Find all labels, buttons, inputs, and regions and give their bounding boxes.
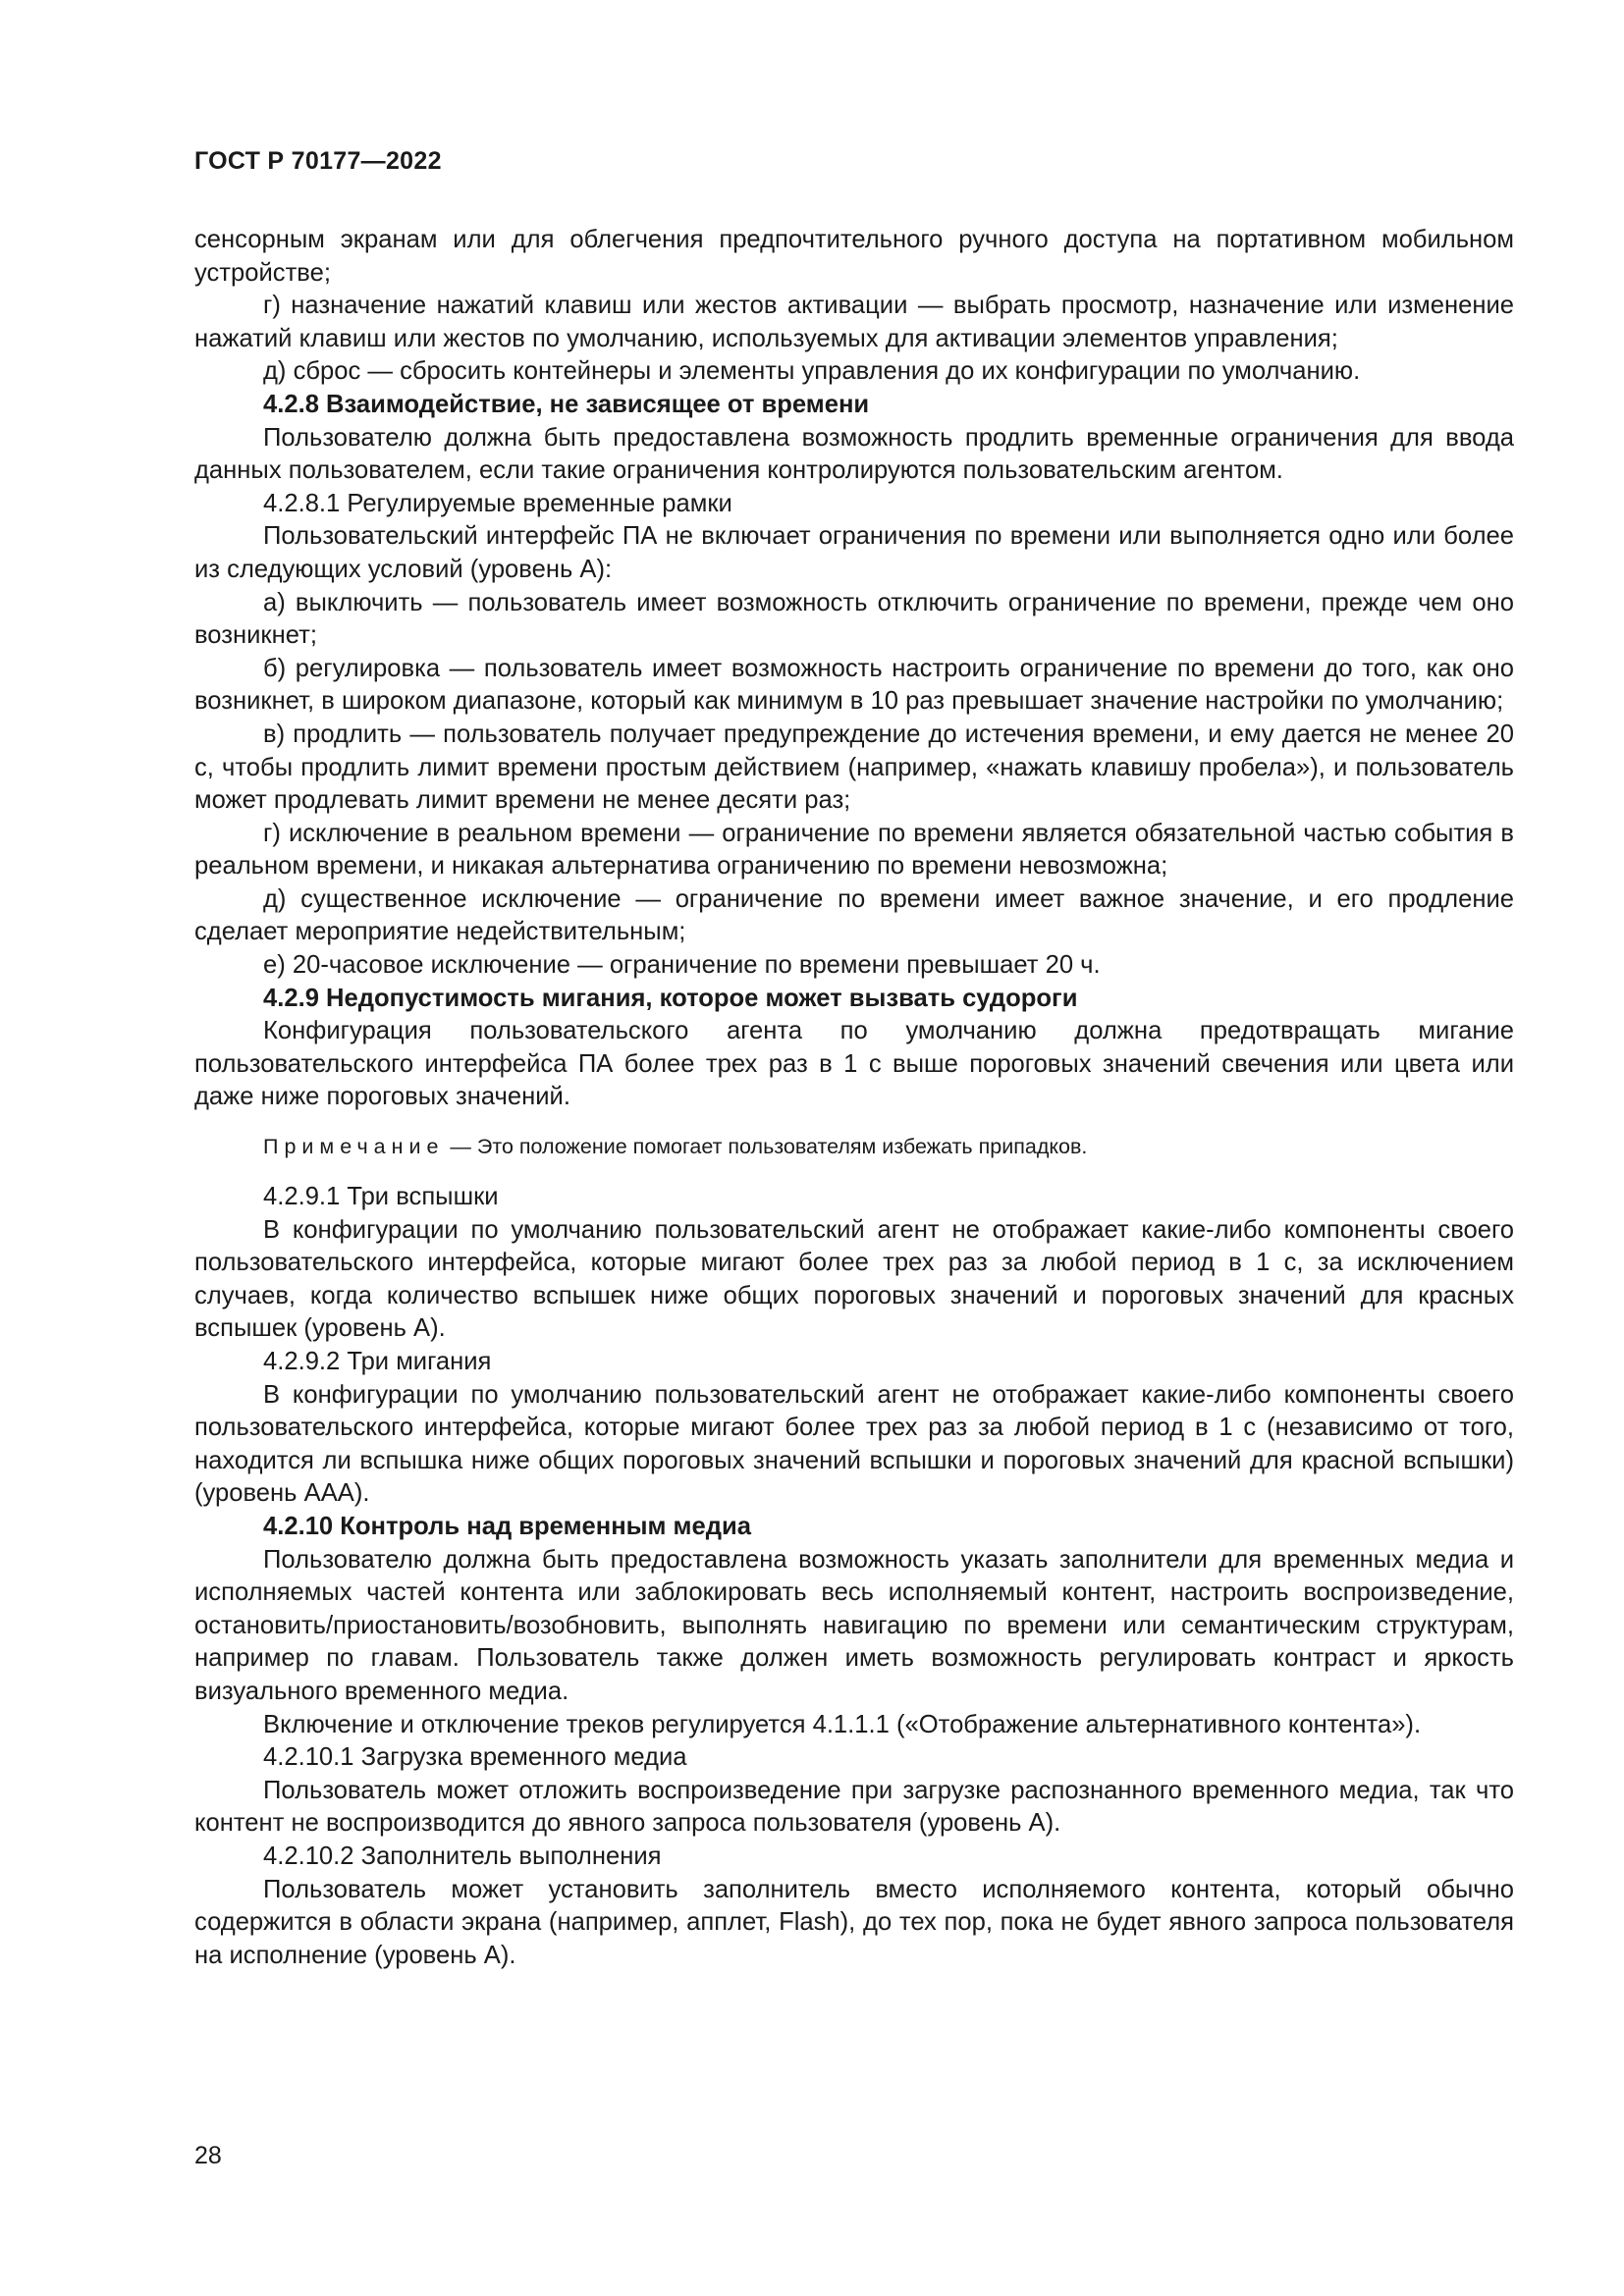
list-item: д) существенное исключение — ограничение по времени имеет важное значение, и его продление сделает мероприятие недействительным; xyxy=(194,884,1514,946)
paragraph: Пользователь может отложить воспроизведение при загрузке распознанного временного медиа, так что контент не воспроизводится до явного запроса пользователя (уровень А). xyxy=(194,1776,1514,1838)
paragraph: Пользователь может установить заполнитель вместо исполняемого контента, который обычно содержится в области экрана (например, апплет, Flash), до тех пор, пока не будет явного запроса пользователя на исполнение (уровень А). xyxy=(194,1875,1514,1969)
list-item: а) выключить — пользователь имеет возможность отключить ограничение по времени, прежде чем оно возникнет; xyxy=(194,588,1514,650)
note-text: — Это положение помогает пользователям избежать припадков. xyxy=(444,1135,1088,1159)
paragraph: Пользователю должна быть предоставлена возможность указать заполнители для временных медиа и исполняемых частей контента или заблокировать весь исполняемый контент, настроить воспроизведение, остановить/приостановить/возобновить, выполнять навигацию по времени или семантическим структурам, например по главам. Пользователь также должен иметь возможность регулировать контраст и яркость визуального временного медиа. xyxy=(194,1545,1514,1705)
list-item: в) продлить — пользователь получает предупреждение до истечения времени, и ему дается не менее 20 с, чтобы продлить лимит времени простым действием (например, «нажать клавишу пробела»), и пользователь может продлевать лимит времени не менее десяти раз; xyxy=(194,720,1514,815)
subsection-heading: 4.2.9.1 Три вспышки xyxy=(263,1183,499,1211)
list-item: е) 20-часовое исключение — ограничение по времени превышает 20 ч. xyxy=(263,951,1101,980)
paragraph: Включение и отключение треков регулируется 4.1.1.1 («Отображение альтернативного контента»). xyxy=(263,1710,1422,1738)
section-heading: 4.2.8 Взаимодействие, не зависящее от времени xyxy=(263,390,870,418)
subsection-heading: 4.2.9.2 Три мигания xyxy=(263,1348,492,1375)
document-body xyxy=(194,224,1514,1972)
list-item: г) исключение в реальном времени — ограничение по времени является обязательной частью события в реальном времени, и никакая альтернатива ограничению по времени невозможна; xyxy=(194,819,1514,881)
paragraph: В конфигурации по умолчанию пользовательский агент не отображает какие-либо компоненты своего пользовательского интерфейса, которые мигают более трех раз за любой период в 1 с, за исключением случаев, когда количество вспышек ниже общих пороговых значений и пороговых значений для красных вспышек (уровень А). xyxy=(194,1215,1514,1343)
paragraph: Конфигурация пользовательского агента по умолчанию должна предотвращать мигание пользовательского интерфейса ПА более трех раз в 1 с выше пороговых значений свечения или цвета или даже ниже пороговых значений. xyxy=(194,1017,1514,1111)
subsection-heading: 4.2.8.1 Регулируемые временные рамки xyxy=(263,489,732,517)
list-item: д) сброс — сбросить контейнеры и элементы управления до их конфигурации по умолчанию. xyxy=(263,357,1361,386)
document-header: ГОСТ Р 70177—2022 xyxy=(194,147,442,175)
note xyxy=(194,1132,1514,1161)
section-heading: 4.2.10 Контроль над временным медиа xyxy=(263,1512,751,1540)
note-label: Примечание xyxy=(263,1135,445,1159)
section-heading: 4.2.9 Недопустимость мигания, которое может вызвать судороги xyxy=(263,984,1078,1012)
paragraph: сенсорным экранам или для облегчения предпочтительного ручного доступа на портативном мобильном устройстве; xyxy=(194,226,1514,287)
paragraph: Пользователю должна быть предоставлена возможность продлить временные ограничения для ввода данных пользователем, если такие ограничения контролируются пользовательским агентом. xyxy=(194,423,1514,485)
page-number: 28 xyxy=(194,2142,222,2169)
list-item: г) назначение нажатий клавиш или жестов активации — выбрать просмотр, назначение или изменение нажатий клавиш или жестов по умолчанию, используемых для активации элементов управления; xyxy=(194,292,1514,352)
list-item: б) регулировка — пользователь имеет возможность настроить ограничение по времени до того, как оно возникнет, в широком диапазоне, который как минимум в 10 раз превышает значение настройки по умолчанию; xyxy=(194,654,1514,716)
paragraph: Пользовательский интерфейс ПА не включает ограничения по времени или выполняется одно или более из следующих условий (уровень А): xyxy=(194,522,1514,583)
subsection-heading: 4.2.10.2 Заполнитель выполнения xyxy=(263,1842,662,1870)
paragraph: В конфигурации по умолчанию пользовательский агент не отображает какие-либо компоненты своего пользовательского интерфейса, которые мигают более трех раз за любой период в 1 с (независимо от того, находится ли вспышка ниже общих пороговых значений вспышки и пороговых значений для красной вспышки) (уровень ААА). xyxy=(194,1380,1514,1508)
subsection-heading: 4.2.10.1 Загрузка временного медиа xyxy=(263,1743,687,1772)
